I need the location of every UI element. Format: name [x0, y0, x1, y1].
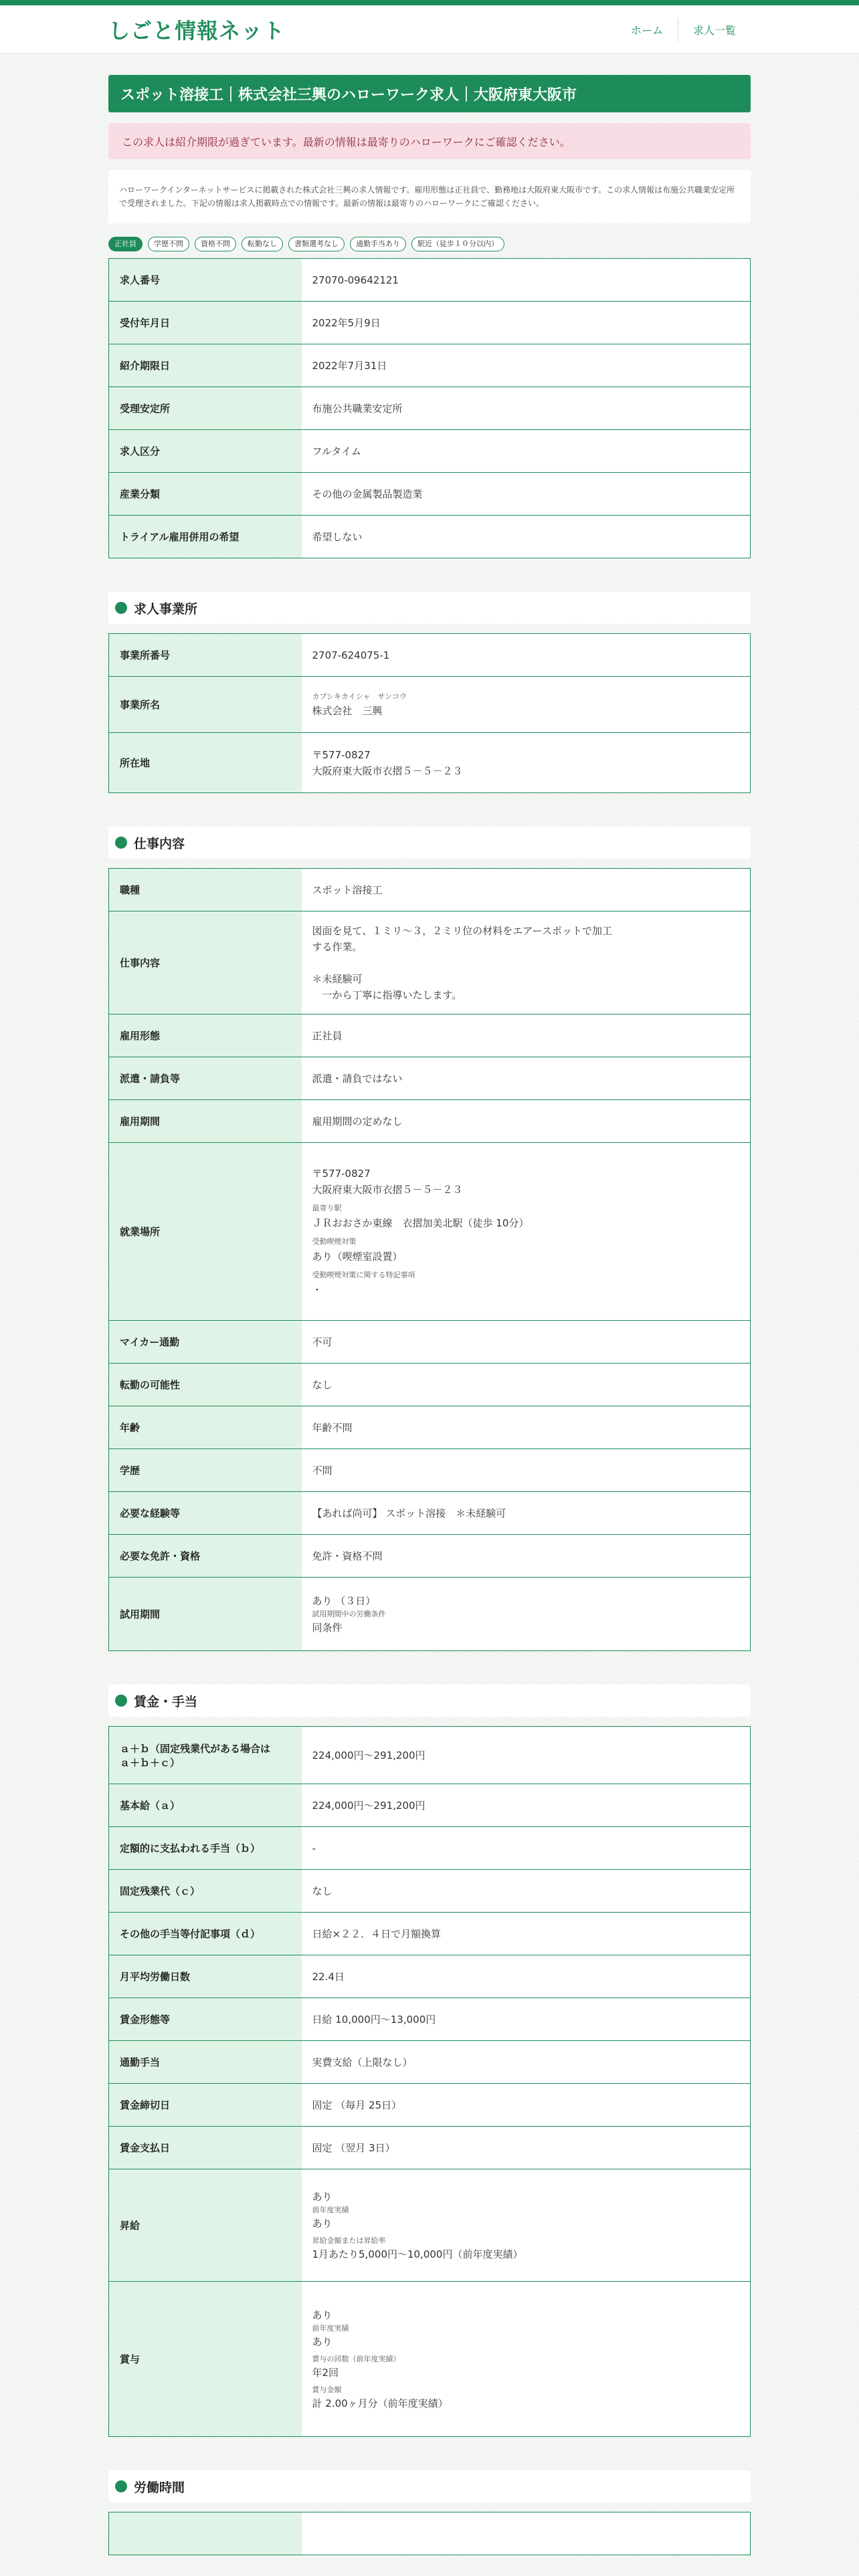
- row-value: 実費支給（上限なし）: [302, 2041, 751, 2084]
- row-value: 224,000円〜291,200円: [302, 1727, 751, 1784]
- table-row: [109, 1870, 751, 1913]
- office-name-kana: カブシキカイシャ サンコウ: [312, 691, 407, 701]
- bonus-times: 年2回: [312, 2366, 339, 2379]
- office-address: 大阪府東大阪市衣摺５－５－２３: [312, 764, 463, 777]
- bonus-amount: 計 2.00ヶ月分（前年度実績）: [312, 2397, 448, 2409]
- row-label: 通勤手当: [109, 2041, 302, 2084]
- row-value: 年齢不問: [302, 1406, 751, 1449]
- table-row: [109, 1057, 751, 1100]
- desc-line: [312, 955, 740, 971]
- row-value: スポット溶接工: [302, 869, 751, 911]
- table-row: [109, 2512, 751, 2555]
- row-label: 雇用期間: [109, 1100, 302, 1143]
- table-row: [109, 1955, 751, 1998]
- row-value: 【あれば尚可】 スポット溶接 ＊未経験可: [302, 1492, 751, 1535]
- row-label: [109, 2512, 302, 2555]
- table-row: [109, 1143, 751, 1321]
- row-label: 月平均労働日数: [109, 1955, 302, 1998]
- row-label: 仕事内容: [109, 911, 302, 1014]
- row-value: 固定 （毎月 25日）: [302, 2084, 751, 2127]
- table-row: [109, 1998, 751, 2041]
- table-row: [109, 634, 751, 677]
- basic-info-table: [108, 258, 751, 558]
- table-row: [109, 387, 751, 430]
- tag-no-screening: 書類選考なし: [288, 237, 345, 251]
- row-label: 転勤の可能性: [109, 1364, 302, 1406]
- smoke: あり（喫煙室設置）: [312, 1250, 403, 1263]
- table-row: [109, 911, 751, 1014]
- row-value: 日給 10,000円〜13,000円: [302, 1998, 751, 2041]
- table-row: [109, 473, 751, 516]
- row-label: 雇用形態: [109, 1014, 302, 1057]
- site-logo[interactable]: しごと情報ネット: [108, 18, 286, 43]
- row-label: 事業所名: [109, 677, 302, 733]
- row-label: その他の手当等付記事項（ｄ）: [109, 1913, 302, 1955]
- tag-education: 学歴不問: [148, 237, 189, 251]
- section-bullet-icon: [115, 2480, 127, 2492]
- wage-table: [108, 1726, 751, 2437]
- table-row: [109, 677, 751, 733]
- hours-table: [108, 2512, 751, 2555]
- row-label: 固定残業代（ｃ）: [109, 1870, 302, 1913]
- row-label: 試用期間: [109, 1578, 302, 1651]
- section-bullet-icon: [115, 837, 127, 849]
- table-row: [109, 1406, 751, 1449]
- row-label: 学歴: [109, 1449, 302, 1492]
- section-office-heading: [108, 592, 751, 624]
- row-label: 職種: [109, 869, 302, 911]
- work-table: [108, 868, 751, 1651]
- table-row: [109, 1913, 751, 1955]
- row-value: 希望しない: [312, 531, 363, 543]
- row-value: [302, 1578, 751, 1651]
- office-table: [108, 633, 751, 793]
- section-bullet-icon: [115, 1695, 127, 1707]
- section-title: 求人事業所: [134, 601, 198, 617]
- row-value: 22.4日: [302, 1955, 751, 1998]
- row-value: 27070-09642121: [302, 259, 751, 302]
- row-label: 賃金支払日: [109, 2127, 302, 2169]
- table-row: [109, 1364, 751, 1406]
- main-nav: [616, 18, 751, 41]
- raise-amount: 1月あたり5,000円〜10,000円（前年度実績）: [312, 2248, 523, 2260]
- row-value: 2707-624075-1: [302, 634, 751, 677]
- table-row: [109, 2282, 751, 2437]
- row-value: フルタイム: [302, 430, 751, 473]
- table-row: [109, 302, 751, 344]
- row-value: 固定 （翌月 3日）: [302, 2127, 751, 2169]
- office-name: 株式会社 三興: [312, 704, 383, 717]
- table-row: [109, 1827, 751, 1870]
- label-line: ａ＋ｂ＋ｃ）: [120, 1756, 181, 1769]
- row-label: 事業所番号: [109, 634, 302, 677]
- bonus-prev-label: 前年度実績: [312, 2323, 349, 2333]
- station-label: 最寄り駅: [312, 1203, 342, 1212]
- row-value: [302, 733, 751, 793]
- nav-home-link[interactable]: ホーム: [630, 23, 663, 37]
- bonus: あり: [312, 2309, 332, 2321]
- table-row: [109, 1784, 751, 1827]
- row-label: 必要な免許・資格: [109, 1535, 302, 1578]
- raise-prev-label: 前年度実績: [312, 2205, 349, 2214]
- trial-sub-label: 試用期間中の労働条件: [312, 1609, 386, 1618]
- label-line: ａ＋ｂ（固定残業代がある場合は: [120, 1742, 271, 1755]
- row-value: 免許・資格不問: [302, 1535, 751, 1578]
- section-wage-heading: [108, 1685, 751, 1717]
- table-row: [109, 1321, 751, 1364]
- section-title: 労働時間: [134, 2480, 185, 2495]
- smoke-label: 受動喫煙対策: [312, 1237, 357, 1246]
- table-row: [109, 1100, 751, 1143]
- row-label: 昇給: [109, 2169, 302, 2282]
- tag-station: 駅近（徒歩１０分以内）: [411, 237, 504, 251]
- smoke-note-label: 受動喫煙対策に関する特記事項: [312, 1270, 415, 1279]
- row-label: 定額的に支払われる手当（ｂ）: [109, 1827, 302, 1870]
- row-label: [109, 1727, 302, 1784]
- row-value: 正社員: [302, 1014, 751, 1057]
- row-label: 紹介期限日: [109, 344, 302, 387]
- smoke-note: ・: [312, 1283, 322, 1296]
- table-row: [109, 1492, 751, 1535]
- row-label: 必要な経験等: [109, 1492, 302, 1535]
- expired-alert: この求人は紹介期限が過ぎています。最新の情報は最寄りのハローワークにご確認ください。: [108, 123, 751, 159]
- feature-tags: [108, 237, 751, 251]
- page-title: スポット溶接工｜株式会社三興のハローワーク求人｜大阪府東大阪市: [108, 75, 751, 112]
- tag-commute: 通勤手当あり: [350, 237, 406, 251]
- section-work-heading: [108, 827, 751, 859]
- row-label: マイカー通勤: [109, 1321, 302, 1364]
- notice-text: ハローワークインターネットサービスに掲載された株式会社三興の求人情報です。雇用形態は正社員で、勤務地は大阪府東大阪市です。この求人情報は布施公共職業安定所で受理されました。下記の情報は求人掲載時点での情報です。最新の情報は最寄りのハローワークにご確認ください。: [108, 170, 751, 223]
- table-row: [109, 1014, 751, 1057]
- row-label: 産業分類: [109, 473, 302, 516]
- row-value: 2022年5月9日: [302, 302, 751, 344]
- section-title: 賃金・手当: [134, 1694, 198, 1709]
- tag-license: 資格不問: [195, 237, 236, 251]
- raise-prev: あり: [312, 2217, 332, 2230]
- row-value: その他の金属製品製造業: [302, 473, 751, 516]
- table-row: [109, 2127, 751, 2169]
- table-row: [109, 2041, 751, 2084]
- table-row: [109, 1535, 751, 1578]
- row-label: 求人番号: [109, 259, 302, 302]
- top-accent-bar: [0, 0, 859, 5]
- desc-line: ＊未経験可: [312, 972, 363, 985]
- row-label: 求人区分: [109, 430, 302, 473]
- desc-line: する作業。: [312, 940, 363, 953]
- bonus-prev: あり: [312, 2335, 332, 2348]
- row-value: 224,000円〜291,200円: [302, 1784, 751, 1827]
- row-label: 就業場所: [109, 1143, 302, 1321]
- section-bullet-icon: [115, 602, 127, 614]
- desc-line: 図面を見て、１ミリ～３，２ミリ位の材料をエアースポットで加工: [312, 924, 613, 937]
- row-label: 賃金締切日: [109, 2084, 302, 2127]
- desc-line: 一から丁寧に指導いたします。: [312, 988, 462, 1001]
- site-header: [0, 5, 859, 53]
- trial-sub: 同条件: [312, 1621, 343, 1634]
- main-content: [108, 75, 751, 2555]
- section-title: 仕事内容: [134, 836, 185, 851]
- row-value: [302, 2282, 751, 2437]
- table-row: [109, 259, 751, 302]
- row-value: 布施公共職業安定所: [302, 387, 751, 430]
- tag-no-transfer: 転勤なし: [242, 237, 283, 251]
- bonus-times-label: 賞与の回数（前年度実績）: [312, 2354, 401, 2363]
- row-label: 年齢: [109, 1406, 302, 1449]
- station: ＪＲおおさか東線 衣摺加美北駅（徒歩 10分）: [312, 1216, 529, 1229]
- raise: あり: [312, 2190, 332, 2203]
- table-row: [109, 2169, 751, 2282]
- table-row: [109, 516, 751, 558]
- table-row: [109, 1578, 751, 1651]
- row-value: 雇用期間の定めなし: [302, 1100, 751, 1143]
- row-value: なし: [302, 1364, 751, 1406]
- row-value: [302, 2169, 751, 2282]
- place-zip: 〒577-0827: [312, 1167, 371, 1180]
- table-row: [109, 733, 751, 793]
- row-label: 派遣・請負等: [109, 1057, 302, 1100]
- row-value: -: [302, 1827, 751, 1870]
- row-value: [302, 2512, 751, 2555]
- row-label: 受付年月日: [109, 302, 302, 344]
- row-value: [302, 911, 751, 1014]
- row-value: 2022年7月31日: [302, 344, 751, 387]
- row-label: 賃金形態等: [109, 1998, 302, 2041]
- row-value: なし: [302, 1870, 751, 1913]
- table-row: [109, 1727, 751, 1784]
- row-label: 所在地: [109, 733, 302, 793]
- table-row: [109, 869, 751, 911]
- section-hours-heading: [108, 2470, 751, 2502]
- table-row: [109, 2084, 751, 2127]
- table-row: [109, 430, 751, 473]
- row-label: 基本給（ａ）: [109, 1784, 302, 1827]
- table-row: [109, 1449, 751, 1492]
- tag-seishain: 正社員: [108, 237, 142, 251]
- office-zip: 〒577-0827: [312, 748, 371, 761]
- bonus-amount-label: 賞与金額: [312, 2385, 342, 2394]
- trial: あり （３日）: [312, 1594, 376, 1607]
- row-value: [302, 677, 751, 733]
- raise-amount-label: 昇給金額または昇給率: [312, 2236, 386, 2245]
- row-value: 不問: [302, 1449, 751, 1492]
- row-value: [302, 1143, 751, 1321]
- row-value: 日給×２２．４日で月額換算: [302, 1913, 751, 1955]
- row-value: 不可: [302, 1321, 751, 1364]
- nav-job-list-link[interactable]: 求人一覧: [678, 18, 751, 41]
- row-label: 受理安定所: [109, 387, 302, 430]
- table-row: [109, 344, 751, 387]
- row-label: トライアル雇用併用の希望: [109, 516, 302, 558]
- row-label: 賞与: [109, 2282, 302, 2437]
- place-address: 大阪府東大阪市衣摺５－５－２３: [312, 1183, 463, 1196]
- row-value: 派遣・請負ではない: [302, 1057, 751, 1100]
